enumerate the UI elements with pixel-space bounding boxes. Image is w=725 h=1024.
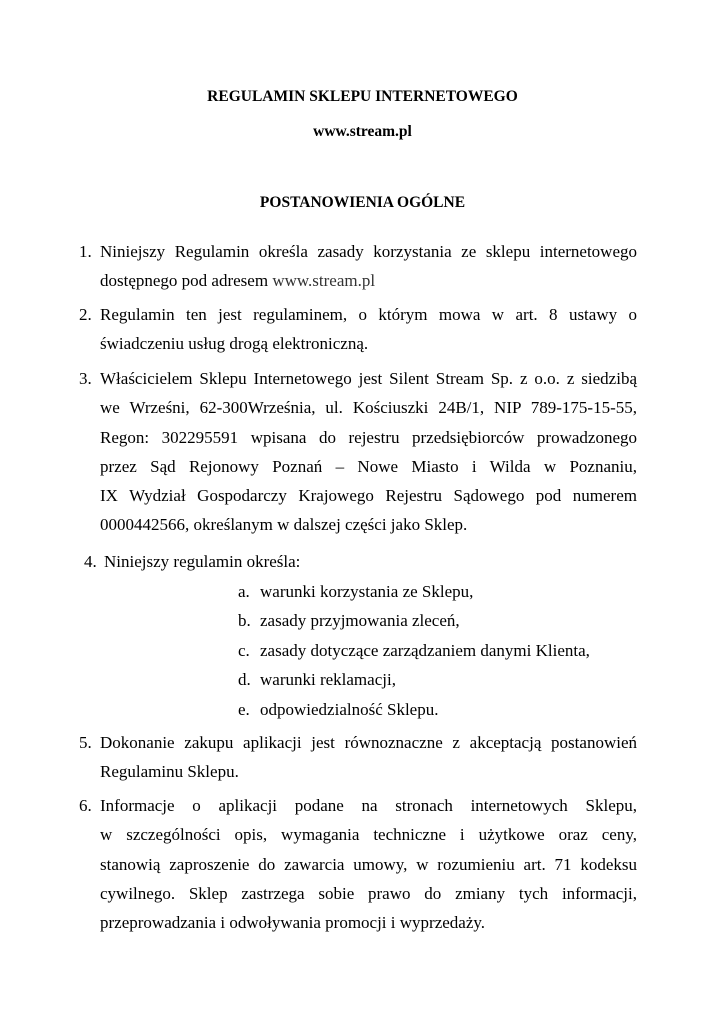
sub-item-letter: a. bbox=[238, 582, 250, 601]
item-line: Informacje o aplikacji podane na stronach internetowych Sklepu, bbox=[100, 796, 637, 815]
item-line: Dokonanie zakupu aplikacji jest równoznaczne z akceptacją postanowień bbox=[100, 733, 637, 752]
item-line: w szczególności opis, wymagania techniczne i użytkowe oraz ceny, bbox=[100, 825, 637, 845]
sub-item-text: warunki reklamacji, bbox=[260, 670, 396, 689]
item-number: 1. bbox=[79, 242, 92, 261]
item-line: Niniejszy regulamin określa: bbox=[104, 552, 301, 571]
sub-item-letter: c. bbox=[238, 641, 250, 660]
item-line: Niniejszy Regulamin określa zasady korzystania ze sklepu internetowego bbox=[100, 242, 637, 261]
item-line: we Wrześni, 62-300Września, ul. Kościuszki 24B/1, NIP 789-175-15-55, bbox=[100, 398, 637, 418]
sub-item-text: zasady dotyczące zarządzaniem danymi Klienta, bbox=[260, 641, 590, 660]
item-line: świadczeniu usług drogą elektroniczną. bbox=[100, 334, 369, 354]
item-line: Regon: 302295591 wpisana do rejestru przedsiębiorców prowadzonego bbox=[100, 427, 637, 447]
item-line: przez Sąd Rejonowy Poznań – Nowe Miasto i Wilda w Poznaniu, bbox=[100, 456, 637, 476]
section-title: POSTANOWIENIA OGÓLNE bbox=[259, 194, 466, 211]
sub-item-letter: b. bbox=[238, 611, 251, 630]
sub-item-text: odpowiedzialność Sklepu. bbox=[260, 700, 439, 719]
sub-list-item bbox=[238, 695, 438, 724]
item-line: cywilnego. Sklep zastrzega sobie prawo do zmiany tych informacji, bbox=[100, 883, 637, 903]
item-line: Właścicielem Sklepu Internetowego jest Silent Stream Sp. z o.o. z siedzibą bbox=[100, 369, 637, 388]
item-line: stanowią zaproszenie do zawarcia umowy, w rozumieniu art. 71 kodeksu bbox=[100, 854, 637, 874]
document-url: www.stream.pl bbox=[313, 123, 412, 140]
item-number: 4. bbox=[84, 552, 97, 571]
sub-item-letter: e. bbox=[238, 700, 250, 719]
item-line: Regulaminu Sklepu. bbox=[100, 762, 239, 782]
item-number: 2. bbox=[79, 305, 92, 324]
sub-item-letter: d. bbox=[238, 670, 251, 689]
item-line: 0000442566, określanym w dalszej części jako Sklep. bbox=[100, 515, 468, 535]
item-line: dostępnego pod adresem bbox=[100, 271, 273, 291]
item-number: 3. bbox=[79, 369, 92, 388]
item-number: 5. bbox=[79, 733, 92, 752]
item-line: Regulamin ten jest regulaminem, o którym mowa w art. 8 ustawy o bbox=[100, 305, 637, 324]
item-number: 6. bbox=[79, 796, 92, 815]
sub-list-item bbox=[238, 606, 460, 635]
store-link[interactable]: www.stream.pl bbox=[272, 271, 376, 291]
sub-list-item bbox=[238, 636, 590, 665]
sub-item-text: zasady przyjmowania zleceń, bbox=[260, 611, 460, 630]
document-title: REGULAMIN SKLEPU INTERNETOWEGO bbox=[207, 88, 518, 105]
sub-item-text: warunki korzystania ze Sklepu, bbox=[260, 582, 474, 601]
item-line: IX Wydział Gospodarczy Krajowego Rejestru Sądowego pod numerem bbox=[100, 486, 637, 506]
sub-list-item bbox=[238, 577, 473, 606]
sub-list-item bbox=[238, 665, 396, 694]
item-line: przeprowadzania i odwoływania promocji i wyprzedaży. bbox=[100, 913, 486, 933]
